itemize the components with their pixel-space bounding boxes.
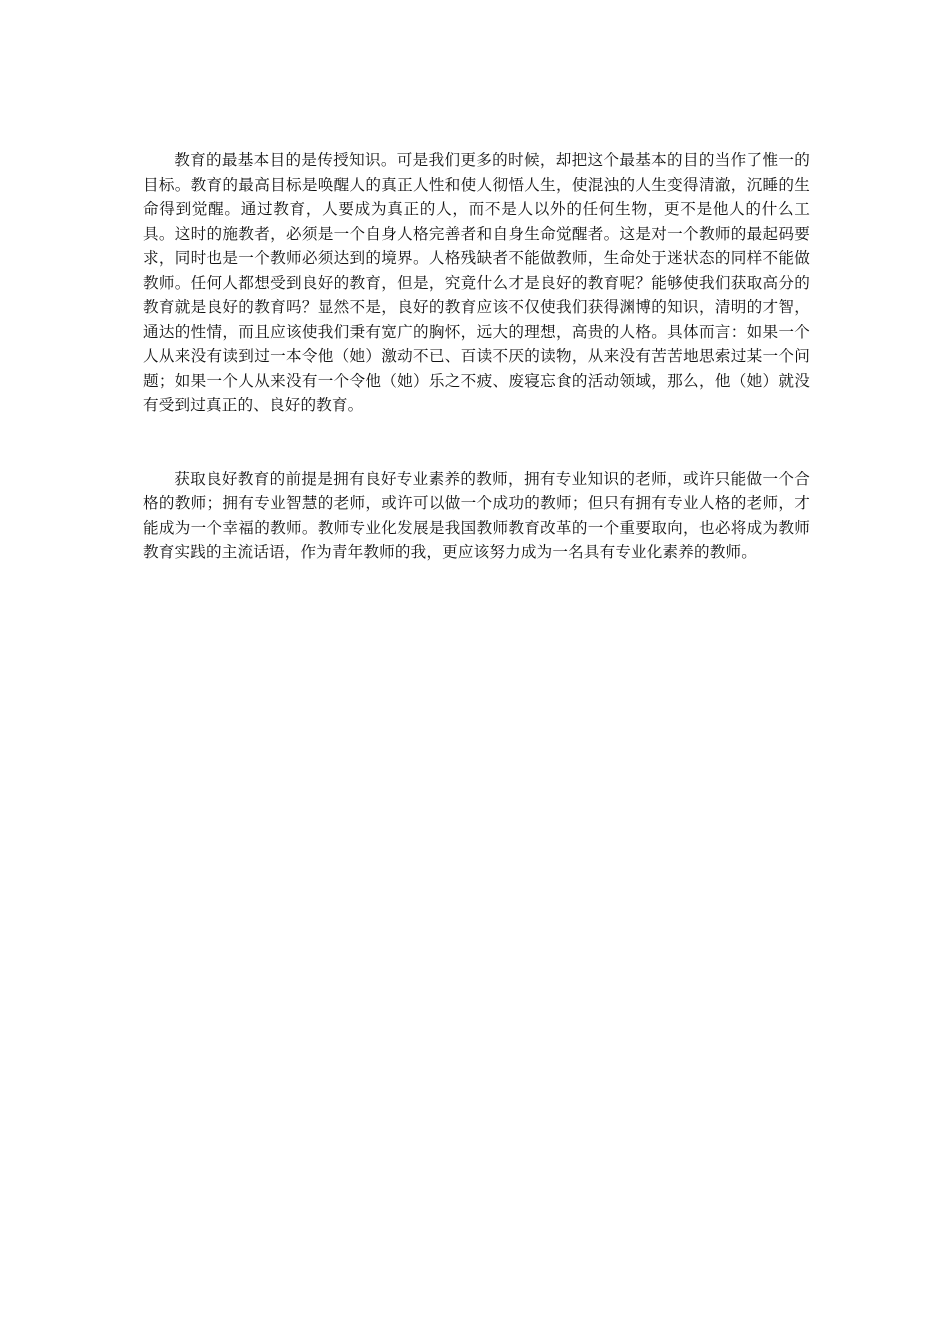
paragraph-1: 教育的最基本目的是传授知识。可是我们更多的时候，却把这个最基本的目的当作了惟一的目标。教育的最高目标是唤醒人的真正人性和使人彻悟人生，使混浊的人生变得清澈，沉睡的生命得到觉醒。通过教育，人要成为真正的人，而不是人以外的任何生物，更不是他人的什么工具。这时的施教者，必须是一个自身人格完善者和自身生命觉醒者。这是对一个教师的最起码要求，同时也是一个教师必须达到的境界。人格残缺者不能做教师，生命处于迷状态的同样不能做教师。任何人都想受到良好的教育，但是，究竟什么才是良好的教育呢？能够使我们获取高分的教育就是良好的教育吗？显然不是，良好的教育应该不仅使我们获得渊博的知识，清明的才智，通达的性情，而且应该使我们秉有宽广的胸怀，远大的理想，高贵的人格。具体而言：如果一个人从来没有读到过一本令他（她）激动不已、百读不厌的读物，从来没有苦苦地思索过某一个问题；如果一个人从来没有一个令他（她）乐之不疲、废寝忘食的活动领域，那么，他（她）就没有受到过真正的、良好的教育。 (143, 151, 810, 414)
paragraph-2: 获取良好教育的前提是拥有良好专业素养的教师，拥有专业知识的老师，或许只能做一个合格的教师；拥有专业智慧的老师，或许可以做一个成功的教师；但只有拥有专业人格的老师，才能成为一个幸福的教师。教师专业化发展是我国教师教育改革的一个重要取向，也必将成为教师教育实践的主流话语，作为青年教师的我，更应该努力成为一名具有专业化素养的教师。 (143, 469, 810, 561)
document-body (143, 148, 810, 565)
